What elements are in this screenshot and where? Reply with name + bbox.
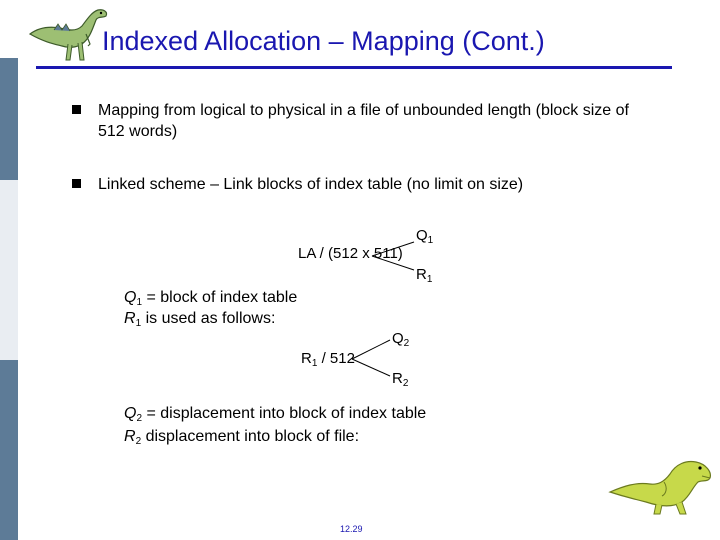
dividend-2: $R_1 / 512$ bbox=[301, 350, 355, 369]
remainder-r1: $R_1$ bbox=[416, 266, 433, 285]
page-title: Indexed Allocation – Mapping (Cont.) bbox=[102, 26, 545, 56]
bullet-text-2: Linked scheme – Link blocks of index table (no limit on size) bbox=[98, 176, 524, 193]
dinosaur-footer-icon bbox=[606, 452, 718, 516]
explanation-q2: $Q_2$ = displacement into block of index table bbox=[124, 405, 427, 424]
explanation-r2: $R_2$ displacement into block of file: bbox=[124, 428, 360, 447]
dividend-1: LA / (512 x 511) bbox=[298, 245, 403, 262]
page-number: 12.29 bbox=[340, 524, 363, 534]
bullet-text-1: Mapping from logical to physical in a file of unbounded length (block size of 512 words) bbox=[98, 102, 629, 140]
division-line-q2 bbox=[352, 340, 390, 359]
explanation-q1: $Q_1$ = block of index table bbox=[124, 289, 298, 308]
explanation-r1: $R_1$ is used as follows: bbox=[124, 310, 276, 329]
quotient-q1: $Q_1$ bbox=[416, 227, 434, 246]
remainder-r2: $R_2$ bbox=[392, 370, 409, 389]
quotient-q2: $Q_2$ bbox=[392, 330, 410, 349]
division-line-r2 bbox=[352, 359, 390, 376]
